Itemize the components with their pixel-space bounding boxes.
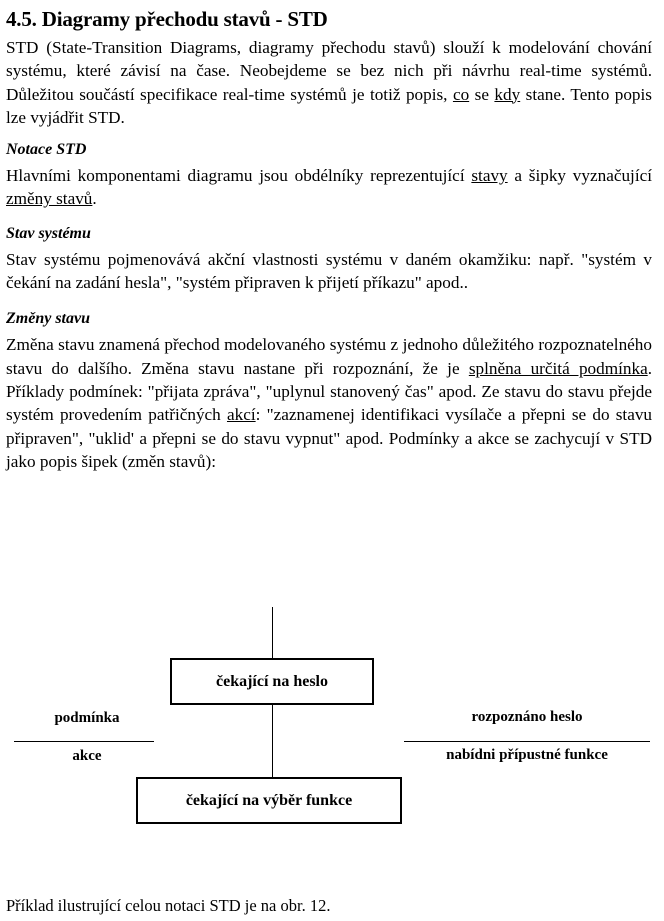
notace-stavy: stavy	[471, 166, 508, 186]
stav-paragraph: Stav systému pojmenovává akční vlastnosti systému v daném okamžiku: např. "systém v čekání na zadání hesla", "systém připraven k přijetí příkazu" apod..	[6, 249, 652, 293]
label-divider-right	[404, 741, 650, 742]
label-action-generic: akce	[72, 748, 102, 764]
footer-text: Příklad ilustrující celou notaci STD je na obr. 12.	[6, 896, 331, 915]
notace-heading: Notace STD	[6, 141, 87, 159]
intro-text-1: STD (State-Transition Diagrams, diagramy přechodu stavů) slouží k modelování chování systému, které závisí na čase. Neobejdeme se bez nich při návrhu real-time systémů. Důležitou součástí specifikace real-time systémů je totiž popis,	[6, 38, 652, 104]
notace-paragraph	[6, 164, 652, 211]
label-action-example: nabídni přípustné funkce	[446, 747, 608, 763]
notace-text-1: Hlavními komponentami diagramu jsou obdélníky reprezentující	[6, 166, 472, 186]
intro-co: co	[452, 84, 470, 104]
state-box-waiting-function: čekající na výběr funkce	[136, 777, 402, 824]
intro-se: se	[469, 84, 495, 104]
label-divider-left	[14, 741, 154, 742]
notace-text-3: .	[92, 189, 97, 209]
zmeny-akci: akcí	[226, 405, 256, 425]
label-condition-generic: podmínka	[54, 710, 120, 726]
notace-zmeny: změny stavů	[6, 189, 93, 209]
section-title: 4.5. Diagramy přechodu stavů - STD	[6, 7, 328, 31]
state-box-waiting-password: čekající na heslo	[170, 658, 374, 705]
arrow-in-line	[272, 607, 273, 658]
zmeny-paragraph	[6, 333, 652, 473]
zmeny-text-1: Změna stavu znamená přechod modelovaného systému z jednoho důležitého rozpoznatelného stavu do dalšího. Změna stavu nastane při rozpoznání, že je	[6, 335, 652, 378]
transition-arrow-line	[272, 705, 273, 777]
zmeny-podminka: splněna určitá podmínka	[468, 358, 648, 378]
notace-text-2: a šipky vyznačující	[507, 166, 653, 186]
zmeny-text-2: . Příklady podmínek: "přijata zpráva", "uplynul stanovený čas" apod. Ze stavu do stavu přejde systém provedením patřičných	[6, 358, 652, 425]
std-diagram	[0, 607, 664, 837]
intro-text-2: stane. Tento popis lze vyjádřit STD.	[6, 84, 652, 127]
document-page	[6, 6, 652, 473]
intro-kdy: kdy	[494, 84, 521, 104]
zmeny-heading: Změny stavu	[6, 310, 90, 328]
label-condition-example: rozpoznáno heslo	[471, 709, 583, 725]
stav-heading: Stav systému	[6, 224, 91, 242]
intro-paragraph	[6, 36, 652, 129]
zmeny-text-3: : "zaznamenej identifikaci vysílače a přepni se do stavu připraven", "uklid' a přepni se do stavu vypnut" apod. Podmínky a akce se zachycují v STD jako popis šipek (změn stavů):	[6, 405, 653, 471]
